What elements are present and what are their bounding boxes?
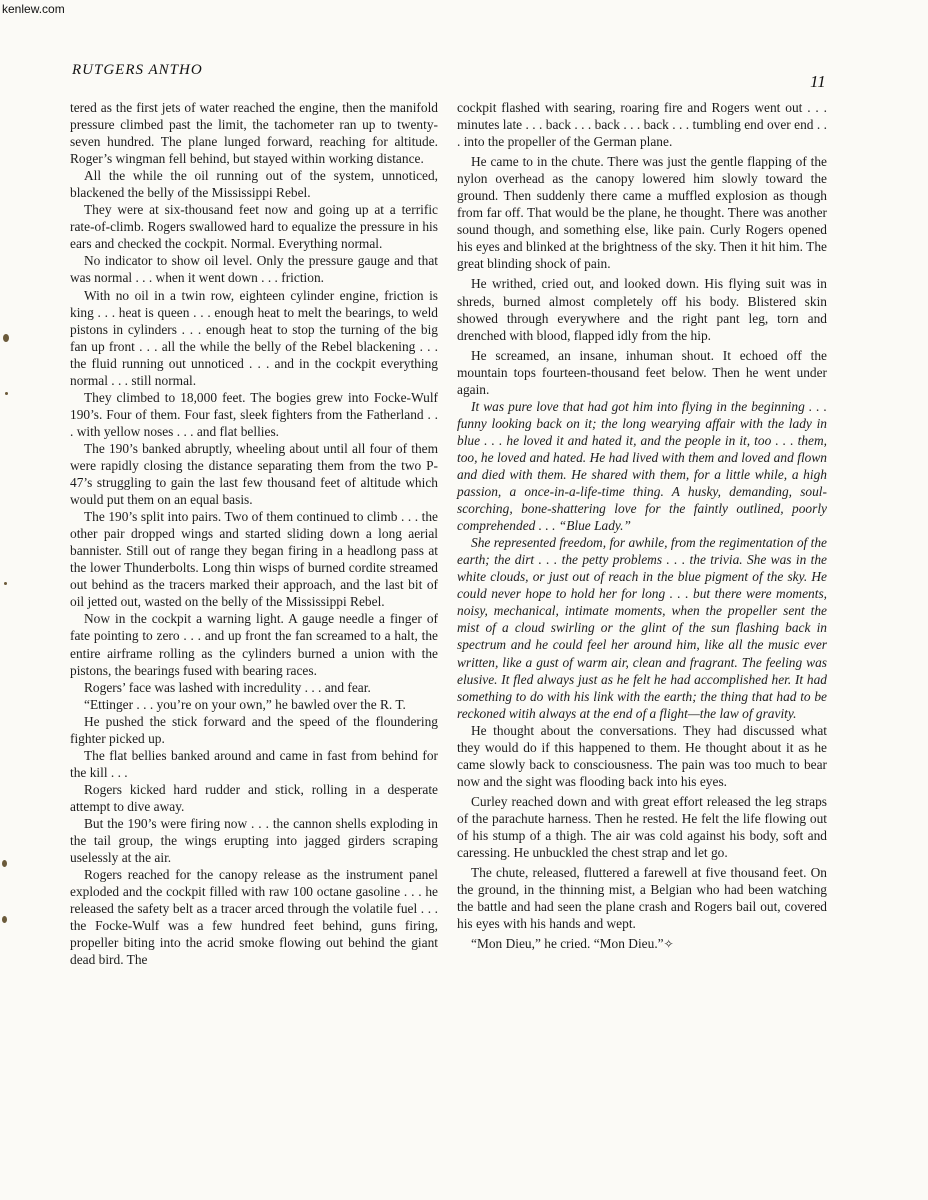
scan-speck bbox=[5, 392, 8, 395]
paragraph: Rogers’ face was lashed with incredulity . . . and fear. bbox=[84, 679, 371, 695]
paragraph: cockpit flashed with searing, roaring fire and Rogers went out . . . minutes late . . . back . . . back . . . back . . . tumbling end over end . . . into the propeller of the German plane. bbox=[457, 100, 827, 150]
paragraph: The flat bellies banked around and came in fast from behind for the kill . . . bbox=[70, 747, 438, 780]
paragraph: The chute, released, fluttered a farewell at five thousand feet. On the ground, in the thinning mist, a Belgian who had been watching the battle and had seen the plane crash and Rogers bail out, covered his eyes with his hands and wept. bbox=[457, 865, 827, 932]
paragraph: Rogers reached for the canopy release as the instrument panel exploded and the cockpit filled with raw 100 octane gasoline . . . he released the safety belt as a tracer arced through the volatile fuel . . . the Focke-Wulf was a few hundred feet behind, guns firing, propeller biting into the acrid smoke flowing out behind the giant dead bird. The bbox=[70, 867, 438, 968]
paragraph: They climbed to 18,000 feet. The bogies grew into Focke-Wulf 190’s. Four of them. Four fast, sleek fighters from the Fatherland . . . with yellow noses . . . and flat bellies. bbox=[70, 389, 438, 439]
scan-speck bbox=[2, 916, 7, 923]
paragraph: No indicator to show oil level. Only the pressure gauge and that was normal . . . when it went down . . . friction. bbox=[70, 253, 438, 286]
paragraph: “Ettinger . . . you’re on your own,” he bawled over the R. T. bbox=[84, 696, 406, 712]
watermark: kenlew.com bbox=[2, 2, 65, 16]
italic-paragraph: She represented freedom, for awhile, from the regimentation of the earth; the dirt . . . the petty problems . . . the trivia. She was in the white clouds, or just out of reach in the blue pigment of the sky. He could never hope to hold her for long . . . but there were moments, noisy, mechanical, intimate moments, when the propeller sent the mist of a cloud swirling or the glint of the sun flashing back in spectrum and he could feel her around him, like all the music ever written, like a gust of warm air, clean and fragrant. The feeling was elusive. It fled always just as he felt he had accomplished her. It had something to do with his link with the earth; the thing that had to be reckoned witih always at the end of a flight—the law of gravity. bbox=[457, 535, 827, 721]
scan-speck bbox=[4, 582, 7, 585]
paragraph: Rogers kicked hard rudder and stick, rolling in a desperate attempt to dive away. bbox=[70, 781, 438, 814]
paragraph: They were at six-thousand feet now and going up at a terrific rate-of-climb. Rogers swallowed hard to equalize the pressure in his ears and checked the cockpit. Normal. Everything normal. bbox=[70, 202, 438, 252]
paragraph: He came to in the chute. There was just the gentle flapping of the nylon overhead as the canopy lowered him slowly toward the ground. Then suddenly there came a muffled explosion as though from far off. That would be the plane, he thought. There was another sound though, and something else, like pain. Curly Rogers opened his eyes and blinked at the brightness of the sky. Then it hit him. The great blinding shock of pain. bbox=[457, 154, 827, 272]
end-ornament-icon: ✧ bbox=[663, 937, 674, 952]
running-head: RUTGERS ANTHO bbox=[72, 62, 203, 78]
paragraph: Curley reached down and with great effort released the leg straps of the parachute harness. Then he rested. He felt the life flowing out of his stump of a thigh. The air was cold against his body, soft and caressing. He unbuckled the chest strap and let go. bbox=[457, 793, 827, 861]
paragraph: He thought about the conversations. They had discussed what they would do if this happened to them. He thought about it as he came slowly back to consciousness. The pain was too much to bear now and the sight was flooding back into his eyes. bbox=[457, 722, 827, 789]
right-column bbox=[457, 99, 827, 953]
paragraph: The 190’s split into pairs. Two of them continued to climb . . . the other pair dropped wings and started sliding down a long aerial bannister. Still out of range they began firing in a headlong pass at the lower Thunderbolts. Long thin wisps of burned cordite streamed out behind as the tracers marked their approach, and the last bit of oil jetted out, wasted on the belly of the Mississippi Rebel. bbox=[70, 509, 438, 610]
page-number: 11 bbox=[810, 72, 826, 91]
paragraph: But the 190’s were firing now . . . the cannon shells exploding in the tail group, the wings erupting into jagged girders scraping uselessly at the air. bbox=[70, 815, 438, 866]
scan-speck bbox=[2, 860, 7, 867]
paragraph: Now in the cockpit a warning light. A gauge needle a finger of fate pointing to zero . . . and up front the fan screamed to a halt, the entire airframe rolling as the cylinders burned a union with the pistons, the bearings fused with bearing races. bbox=[70, 611, 438, 678]
paragraph: He writhed, cried out, and looked down. His flying suit was in shreds, burned almost completely off his body. Blistered skin showed through everywhere and the right pant leg, torn and drenched with blood, flapped idly from the hip. bbox=[457, 276, 827, 343]
paragraph: He screamed, an insane, inhuman shout. It echoed off the mountain tops fourteen-thousand feet below. Then he went under again. bbox=[457, 347, 827, 397]
paragraph: The 190’s banked abruptly, wheeling about until all four of them were rapidly closing the distance separating them from the two P-47’s struggling to gain the last few thousand feet of altitude which would put them on an equal basis. bbox=[70, 440, 438, 508]
paragraph: With no oil in a twin row, eighteen cylinder engine, friction is king . . . heat is queen . . . enough heat to melt the bearings, to weld pistons in cylinders . . . enough heat to stop the turning of the big fan up front . . . all the while the belly of the Rebel blackening . . . the fluid running out unnoticed . . . and in the cockpit everything normal . . . still normal. bbox=[70, 287, 438, 388]
closing-paragraph bbox=[457, 935, 827, 953]
closing-line: “Mon Dieu,” he cried. “Mon Dieu.” bbox=[471, 936, 664, 952]
paragraph: tered as the first jets of water reached the engine, then the manifold pressure climbed past the limit, the tachometer ran up to twenty-seven hundred. The plane lunged forward, reaching for altitude. Roger’s wingman fell behind, but stayed within working distance. bbox=[70, 100, 438, 167]
left-column bbox=[70, 99, 438, 968]
paragraph: All the while the oil running out of the system, unnoticed, blackened the belly of the Mississippi Rebel. bbox=[70, 168, 438, 201]
italic-paragraph: It was pure love that had got him into flying in the beginning . . . funny looking back on it; the long wearying affair with the lady in blue . . . he loved it and hated it, and the people in it, too . . . them, too, he loved and hated. He had lived with them and loved and flown and died with them. He shared with them, for a little while, a high passion, a once-in-a-life-time thing. A husky, demanding, soul-scorching, bone-shattering love for the faintly outlined, poorly comprehended . . . “Blue Lady.” bbox=[457, 398, 827, 534]
paragraph: He pushed the stick forward and the speed of the floundering fighter picked up. bbox=[70, 713, 438, 746]
scan-speck bbox=[3, 334, 9, 342]
